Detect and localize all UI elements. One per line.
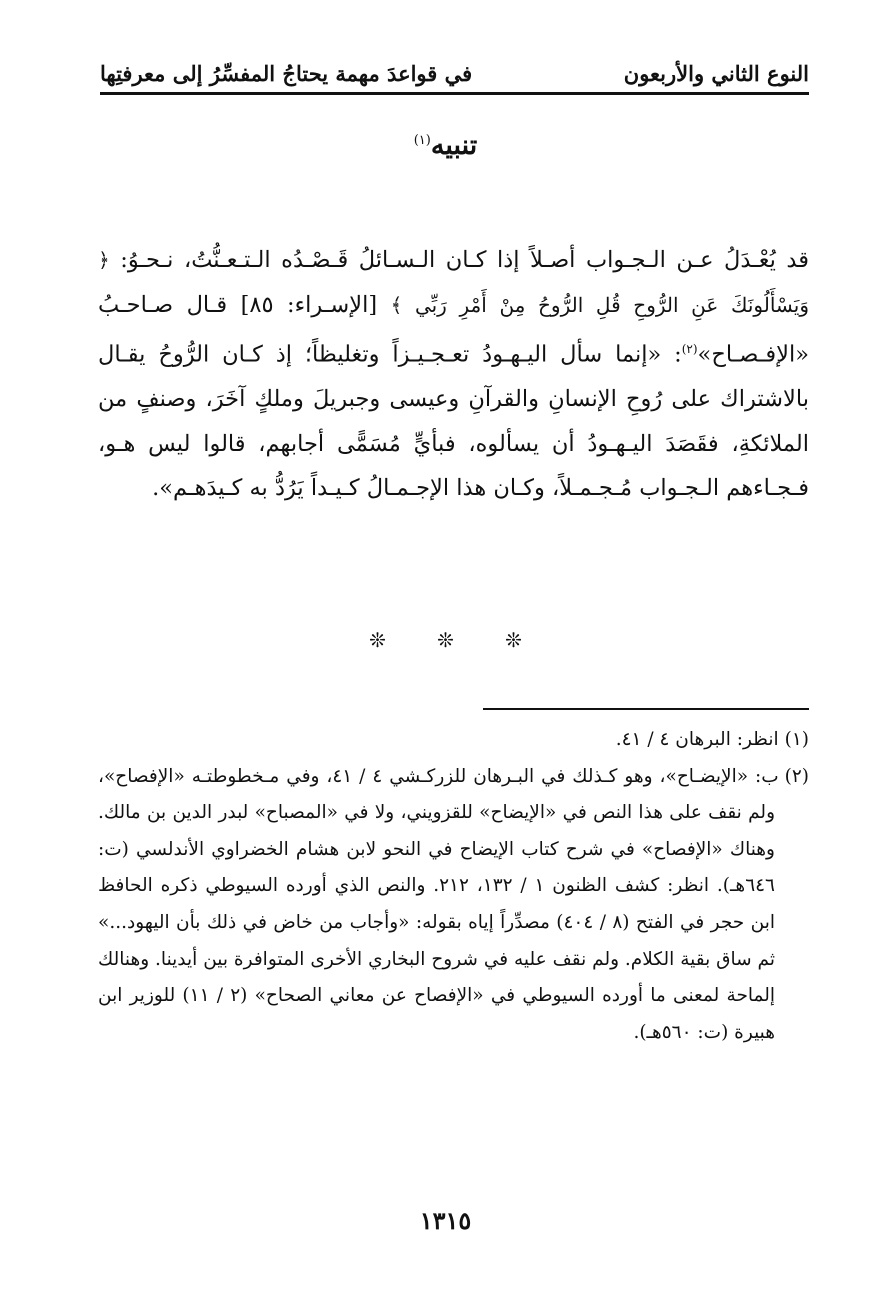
body-text-part3: : «إنما سأل اليـهـودُ تعـجـيـزاً وتغليظاً؛ إذ كـان الرُّوحُ يقـال بالاشتراك على رُوحِ الإنسانِ والقرآنِ وعيسى وجبريلَ وملكٍ آخَرَ، وصنفٍ من الملائكةِ، فقَصَدَ اليـهـودُ أن يسألوه، فبأيٍّ مُسَمًّى أجابهم، قالوا ليس هـو، فـجـاءهم الـجـواب مُـجـمـلاً، وكـان هذا الإجـمـالُ كـيـداً يَرُدُّ به كـيدَهـم». — [98, 341, 809, 501]
footnote-text: انظر: البرهان ٤ / ٤١. — [615, 729, 779, 750]
chapter-title: النوع الثاني والأربعون — [623, 61, 809, 86]
running-header — [100, 52, 809, 95]
footnote-number: (١) — [784, 729, 809, 750]
separator-star: ❊ — [369, 628, 386, 652]
footnote-text: ب: «الإيضـاح»، وهو كـذلك في البـرهان للزركـشي ٤ / ٤١، وفي مـخطوطتـه «الإفصاح»، ولم نقف على هذا النص في «الإيضاح» للقزويني، ولا في «المصباح» لبدر الدين بن مالك. وهناك «الإفصاح» في شرح كتاب الإيضاح في النحو لابن هشام الخضراوي الأندلسي (ت: ٦٤٦هـ). انظر: كشف الظنون ١ / ١٣٢، ٢١٢. والنص الذي أورده السيوطي ذكره الحافظ ابن حجر في الفتح (٨ / ٤٠٤) مصدِّراً إياه بقوله: «وأجاب من خاض في ذلك بأن اليهود...» ثم ساق بقية الكلام. ولم نقف عليه في شروح البخاري الأخرى المتوافرة بين أيدينا. وهنالك إلماحة لمعنى ما أورده السيوطي في «الإفصاح عن معاني الصحاح» (٢ / ١١) للوزير ابن هبيرة (ت: ٥٦٠هـ). — [98, 765, 779, 1043]
quran-verse: ﴿ وَيَسْأَلُونَكَ عَنِ الرُّوحِ قُلِ الرُّوحُ مِنْ أَمْرِ رَبِّي ﴾ — [98, 248, 809, 317]
body-text-part2: [الإسـراء: ٨٥] قـال صـاحـبُ «الإفـصـاح» — [98, 291, 809, 368]
separator-star: ❊ — [505, 628, 522, 652]
body-text-part1: قد يُعْـدَلُ عـن الـجـواب أصـلاً إذا كـان الـسـائلُ قَـصْـدُه الـتـعـنُّتُ، نـحـوُ: — [120, 247, 809, 273]
page-number: ١٣١٥ — [419, 1206, 472, 1235]
footnotes — [98, 722, 809, 1051]
separator-star: ❊ — [437, 628, 454, 652]
book-title: في قواعدَ مهمة يحتاجُ المفسِّرُ إلى معرفتِها — [100, 61, 473, 86]
body-paragraph — [98, 238, 809, 511]
footnote-divider — [483, 708, 809, 710]
section-heading-text: تنبيه — [430, 130, 478, 161]
footnote-2 — [98, 759, 809, 1052]
footnote-1 — [98, 722, 809, 759]
heading-footnote-ref: (١) — [413, 133, 431, 148]
body-footnote-ref: (٢) — [681, 342, 698, 356]
section-heading — [0, 130, 891, 161]
section-separator — [0, 628, 891, 652]
footnote-number: (٢) — [784, 765, 809, 787]
